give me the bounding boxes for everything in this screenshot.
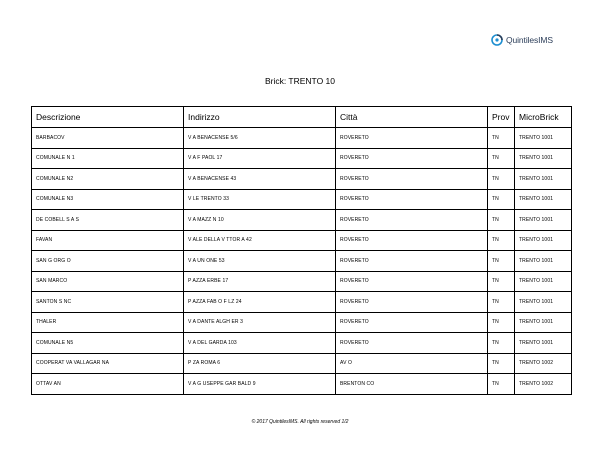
cell-indirizzo: P ZA ROMA 6: [184, 353, 336, 374]
cell-microbrick: TRENTO 1001: [515, 251, 572, 272]
cell-citta: ROVERETO: [336, 230, 488, 251]
cell-microbrick: TRENTO 1001: [515, 333, 572, 354]
cell-descrizione: FAVAN: [32, 230, 184, 251]
cell-indirizzo: V A BENACENSE 43: [184, 169, 336, 190]
table-header-row: [32, 107, 572, 128]
cell-prov: TN: [488, 312, 515, 333]
table-row: [32, 271, 572, 292]
cell-prov: TN: [488, 128, 515, 149]
cell-citta: ROVERETO: [336, 128, 488, 149]
cell-prov: TN: [488, 189, 515, 210]
quintilesims-logo-icon: [491, 34, 503, 46]
cell-microbrick: TRENTO 1001: [515, 128, 572, 149]
column-header-descrizione: Descrizione: [32, 107, 184, 128]
cell-descrizione: THALER: [32, 312, 184, 333]
table-row: [32, 333, 572, 354]
cell-indirizzo: V A DANTE ALGH ER 3: [184, 312, 336, 333]
cell-indirizzo: P AZZA FAB O F LZ 24: [184, 292, 336, 313]
table-row: [32, 128, 572, 149]
cell-microbrick: TRENTO 1001: [515, 312, 572, 333]
footer-copyright: © 2017 QuintilesIMS. All rights reserved 1/2: [251, 419, 349, 425]
cell-prov: TN: [488, 353, 515, 374]
cell-microbrick: TRENTO 1002: [515, 353, 572, 374]
table-body: [32, 128, 572, 395]
cell-prov: TN: [488, 333, 515, 354]
cell-descrizione: COMUNALE N5: [32, 333, 184, 354]
cell-microbrick: TRENTO 1001: [515, 230, 572, 251]
cell-citta: ROVERETO: [336, 210, 488, 231]
cell-descrizione: COMUNALE N3: [32, 189, 184, 210]
column-header-indirizzo: Indirizzo: [184, 107, 336, 128]
cell-descrizione: BARBACOV: [32, 128, 184, 149]
cell-prov: TN: [488, 169, 515, 190]
table-row: [32, 292, 572, 313]
cell-indirizzo: V A UN ONE 53: [184, 251, 336, 272]
cell-descrizione: OTTAV AN: [32, 374, 184, 395]
cell-descrizione: DE COBELL S A S: [32, 210, 184, 231]
cell-citta: ROVERETO: [336, 148, 488, 169]
cell-prov: TN: [488, 210, 515, 231]
cell-prov: TN: [488, 374, 515, 395]
cell-prov: TN: [488, 251, 515, 272]
cell-descrizione: COOPERAT VA VALLAGAR NA: [32, 353, 184, 374]
cell-indirizzo: V ALE DELLA V TTOR A 42: [184, 230, 336, 251]
brand-name: QuintilesIMS: [506, 35, 553, 45]
cell-indirizzo: V A DEL GARDA 103: [184, 333, 336, 354]
column-header-microbrick: MicroBrick: [515, 107, 572, 128]
cell-microbrick: TRENTO 1001: [515, 189, 572, 210]
table-row: [32, 148, 572, 169]
cell-citta: BRENTON CO: [336, 374, 488, 395]
table-row: [32, 353, 572, 374]
cell-descrizione: SAN G ORG O: [32, 251, 184, 272]
cell-citta: ROVERETO: [336, 312, 488, 333]
cell-microbrick: TRENTO 1001: [515, 169, 572, 190]
cell-citta: ROVERETO: [336, 292, 488, 313]
cell-indirizzo: V LE TRENTO 33: [184, 189, 336, 210]
brand-logo: [491, 33, 553, 47]
cell-citta: ROVERETO: [336, 271, 488, 292]
table-row: [32, 230, 572, 251]
cell-indirizzo: V A MAZZ N 10: [184, 210, 336, 231]
cell-citta: ROVERETO: [336, 169, 488, 190]
cell-indirizzo: V A BENACENSE 5/6: [184, 128, 336, 149]
cell-indirizzo: V A G USEPPE GAR BALD 9: [184, 374, 336, 395]
cell-microbrick: TRENTO 1001: [515, 271, 572, 292]
cell-indirizzo: P AZZA ERBE 17: [184, 271, 336, 292]
cell-citta: ROVERETO: [336, 251, 488, 272]
cell-descrizione: SANTON S NC: [32, 292, 184, 313]
cell-descrizione: COMUNALE N 1: [32, 148, 184, 169]
column-header-citta: Città: [336, 107, 488, 128]
cell-microbrick: TRENTO 1002: [515, 374, 572, 395]
cell-microbrick: TRENTO 1001: [515, 292, 572, 313]
table-row: [32, 210, 572, 231]
table-row: [32, 189, 572, 210]
cell-citta: ROVERETO: [336, 333, 488, 354]
cell-citta: AV O: [336, 353, 488, 374]
cell-prov: TN: [488, 148, 515, 169]
table-row: [32, 312, 572, 333]
cell-prov: TN: [488, 271, 515, 292]
cell-prov: TN: [488, 230, 515, 251]
cell-descrizione: SAN MARCO: [32, 271, 184, 292]
cell-microbrick: TRENTO 1001: [515, 210, 572, 231]
brick-table: [31, 106, 572, 395]
cell-descrizione: COMUNALE N2: [32, 169, 184, 190]
table-row: [32, 374, 572, 395]
page-title: Brick: TRENTO 10: [264, 76, 336, 86]
table-row: [32, 169, 572, 190]
cell-indirizzo: V A F PAOL 17: [184, 148, 336, 169]
column-header-prov: Prov: [488, 107, 515, 128]
table-row: [32, 251, 572, 272]
cell-citta: ROVERETO: [336, 189, 488, 210]
cell-prov: TN: [488, 292, 515, 313]
cell-microbrick: TRENTO 1001: [515, 148, 572, 169]
